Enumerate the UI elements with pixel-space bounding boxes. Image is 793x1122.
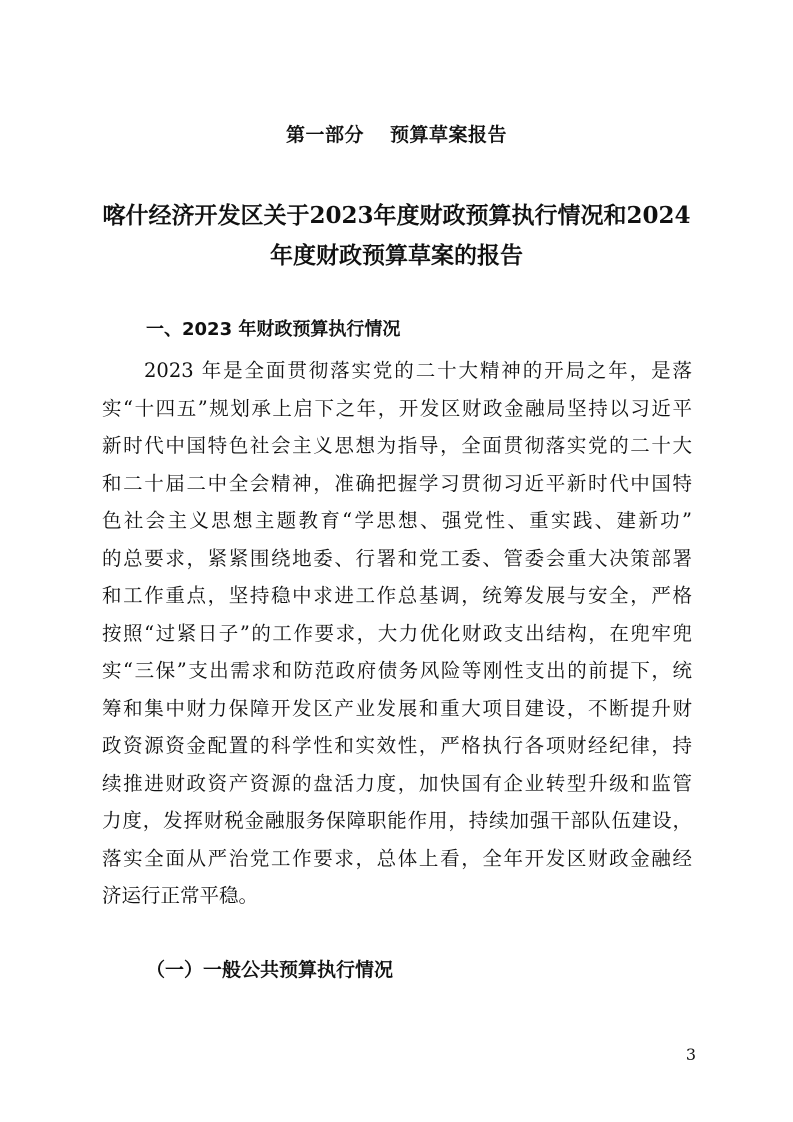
paragraph-line: 和工作重点，坚持稳中求进工作总基调，统筹发展与安全，严格 <box>102 584 692 607</box>
paragraph-line: 和二十届二中全会精神，准确把握学习贯彻习近平新时代中国特 <box>102 471 692 495</box>
paragraph-line: 政资源资金配置的科学性和实效性，严格执行各项财经纪律，持 <box>102 734 692 757</box>
paragraph-line: 落实全面从严治党工作要求，总体上看，全年开发区财政金融经 <box>102 846 692 870</box>
part-heading-title: 预算草案报告 <box>390 124 508 146</box>
paragraph-line: 新时代中国特色社会主义思想为指导，全面贯彻落实党的二十大 <box>102 434 692 457</box>
sub-heading: （一）一般公共预算执行情况 <box>146 959 394 981</box>
paragraph-line: 续推进财政资产资源的盘活力度，加快国有企业转型升级和监管 <box>102 771 692 795</box>
page-number: 3 <box>685 1045 696 1064</box>
document-title-line-2: 年度财政预算草案的报告 <box>270 242 523 269</box>
paragraph-line: 实“十四五”规划承上启下之年，开发区财政金融局坚持以习近平 <box>102 396 692 420</box>
paragraph-line: 济运行正常平稳。 <box>102 884 259 907</box>
paragraph-line: 力度，发挥财税金融服务保障职能作用，持续加强干部队伍建设， <box>102 809 692 832</box>
paragraph-line: 筹和集中财力保障开发区产业发展和重大项目建设，不断提升财 <box>102 696 692 720</box>
part-heading-label: 第一部分 <box>285 124 364 146</box>
body-paragraph <box>102 352 692 915</box>
paragraph-line: 的总要求，紧紧围绕地委、行署和党工委、管委会重大决策部署 <box>102 546 692 570</box>
paragraph-line: 实“三保”支出需求和防范政府债务风险等刚性支出的前提下，统 <box>102 659 692 682</box>
document-title-line-1: 喀什经济开发区关于2023年度财政预算执行情况和2024 <box>102 202 691 229</box>
document-title <box>100 196 693 276</box>
section-heading: 一、2023 年财政预算执行情况 <box>146 319 401 340</box>
paragraph-line: 按照“过紧日子”的工作要求，大力优化财政支出结构，在兜牢兜 <box>102 621 692 645</box>
paragraph-line: 色社会主义思想主题教育“学思想、强党性、重实践、建新功” <box>102 509 692 532</box>
paragraph-line: 2023 年是全面贯彻落实党的二十大精神的开局之年，是落 <box>144 359 692 382</box>
part-heading <box>0 120 793 147</box>
